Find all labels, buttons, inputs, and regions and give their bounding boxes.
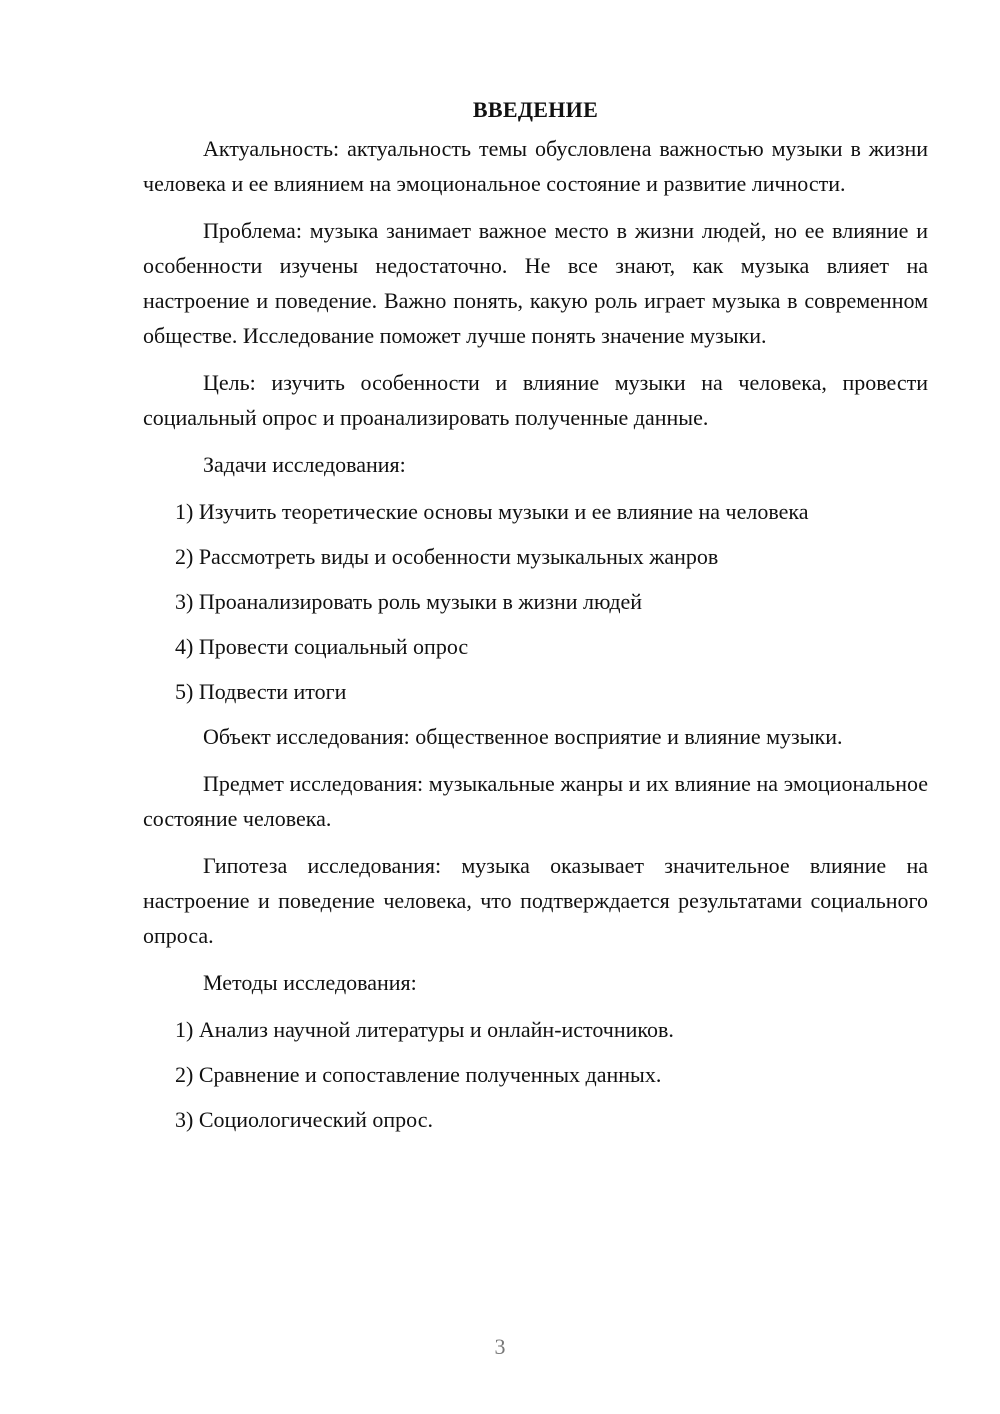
- methods-title: Методы исследования:: [203, 970, 417, 995]
- task-item: 4) Провести социальный опрос: [175, 634, 469, 659]
- relevance-paragraph: Актуальность: актуальность темы обусловлена важностью музыки в жизни человека и ее влиянием на эмоциональное состояние и развитие личности.: [143, 136, 928, 196]
- method-item: 2) Сравнение и сопоставление полученных данных.: [175, 1062, 662, 1087]
- task-item: 5) Подвести итоги: [175, 679, 347, 704]
- tasks-title: Задачи исследования:: [203, 452, 406, 477]
- document-page: [143, 92, 928, 1147]
- task-item: 3) Проанализировать роль музыки в жизни людей: [175, 589, 643, 614]
- task-item: 1) Изучить теоретические основы музыки и ее влияние на человека: [175, 499, 809, 524]
- task-item: 2) Рассмотреть виды и особенности музыкальных жанров: [175, 544, 719, 569]
- problem-paragraph: Проблема: музыка занимает важное место в жизни людей, но ее влияние и особенности изучены недостаточно. Не все знают, как музыка влияет на настроение и поведение. Важно понять, какую роль играет музыка в современном обществе. Исследование поможет лучше понять значение музыки.: [143, 218, 928, 348]
- section-heading: ВВЕДЕНИЕ: [472, 97, 599, 122]
- subject-paragraph: Предмет исследования: музыкальные жанры и их влияние на эмоциональное состояние человека.: [143, 771, 928, 831]
- method-item: 1) Анализ научной литературы и онлайн-источников.: [175, 1017, 674, 1042]
- page-number: 3: [494, 1334, 506, 1359]
- method-item: 3) Социологический опрос.: [175, 1107, 433, 1132]
- methods-list: [143, 1012, 928, 1137]
- hypothesis-paragraph: Гипотеза исследования: музыка оказывает значительное влияние на настроение и поведение человека, что подтверждается результатами социального опроса.: [143, 853, 928, 948]
- goal-paragraph: Цель: изучить особенности и влияние музыки на человека, провести социальный опрос и проанализировать полученные данные.: [143, 370, 928, 430]
- tasks-list: [143, 494, 928, 709]
- object-paragraph: Объект исследования: общественное восприятие и влияние музыки.: [203, 724, 843, 749]
